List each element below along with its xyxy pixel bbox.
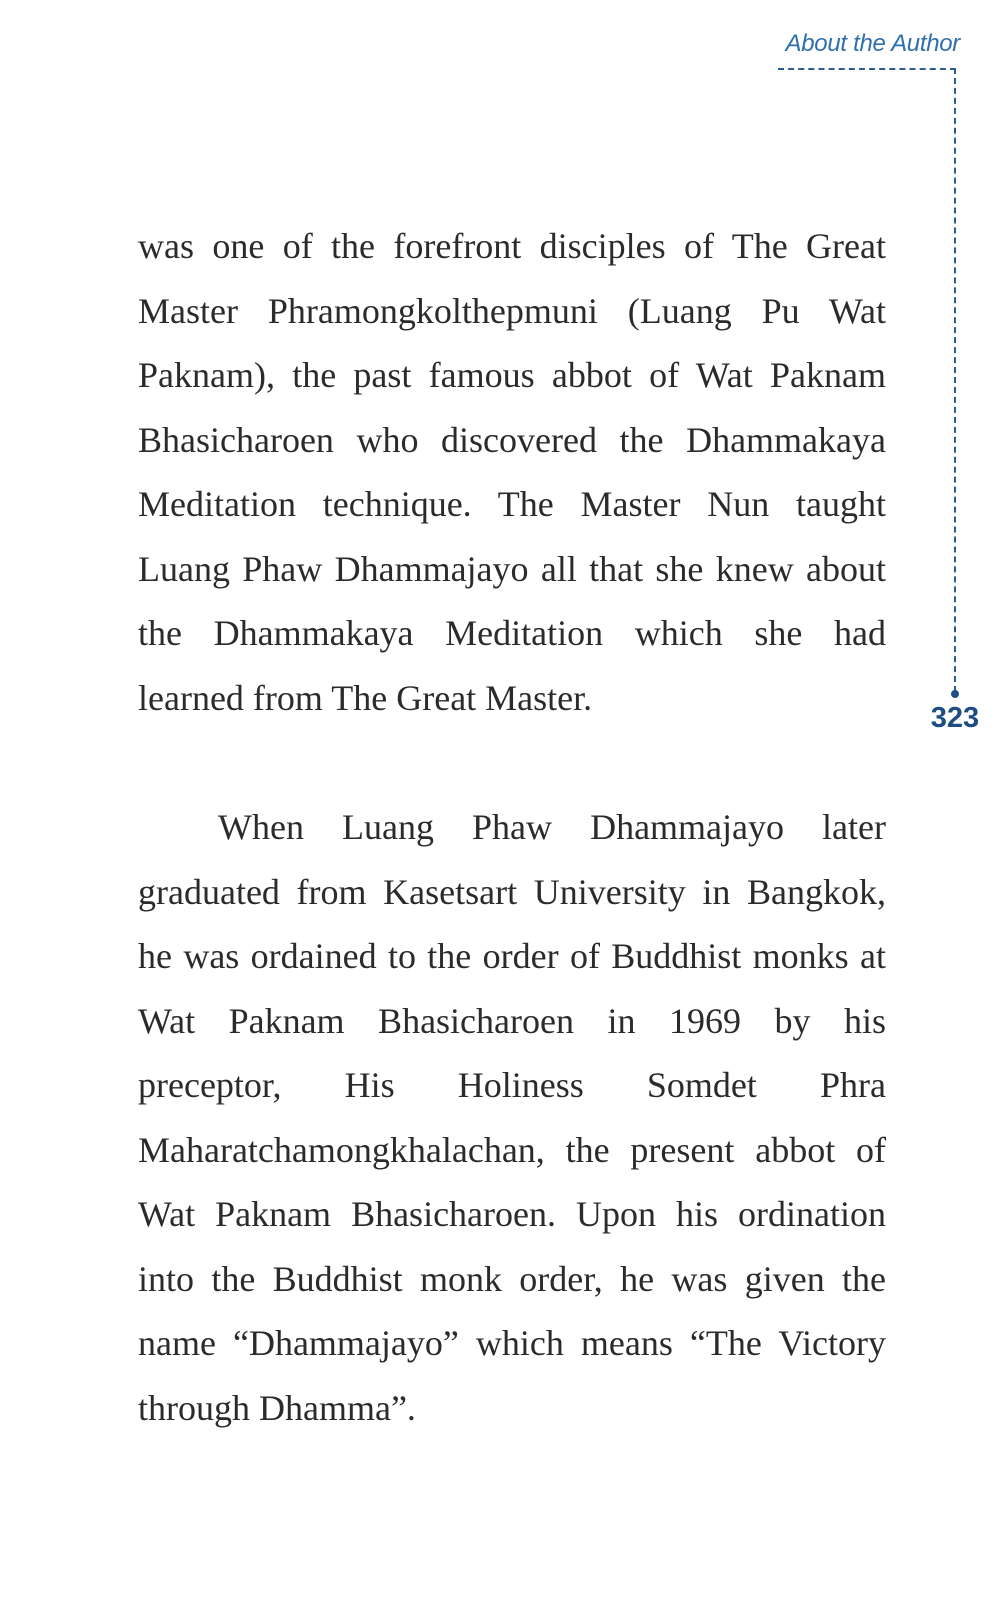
paragraph-ordination: When Luang Phaw Dhammajayo later graduated from Kasetsart University in Bangkok, he was ordained to the order of Buddhist monks at Wat Paknam Bhasicharoen in 1969 by his preceptor, His Holiness Somdet Phra Maharatchamongkhalachan, the present abbot of Wat Paknam Bhasicharoen. Upon his ordination into the Buddhist monk order, he was given the name “Dhammajayo” which means “The Victory through Dhamma”.	[138, 807, 886, 1428]
page-number: 323	[930, 702, 980, 734]
running-header-title: About the Author	[785, 30, 960, 57]
rule-end-dot	[951, 690, 959, 698]
margin-dotted-rule	[954, 68, 956, 692]
paragraph-continuation: was one of the forefront disciples of The Great Master Phramongkolthepmuni (Luang Pu Wat Paknam), the past famous abbot of Wat Paknam Bhasicharoen who discovered the Dhammakaya Meditation technique. The Master Nun taught Luang Phaw Dhammajayo all that she knew about the Dhammakaya Meditation which she had learned from The Great Master.	[138, 226, 886, 718]
header-dotted-rule	[778, 68, 956, 70]
